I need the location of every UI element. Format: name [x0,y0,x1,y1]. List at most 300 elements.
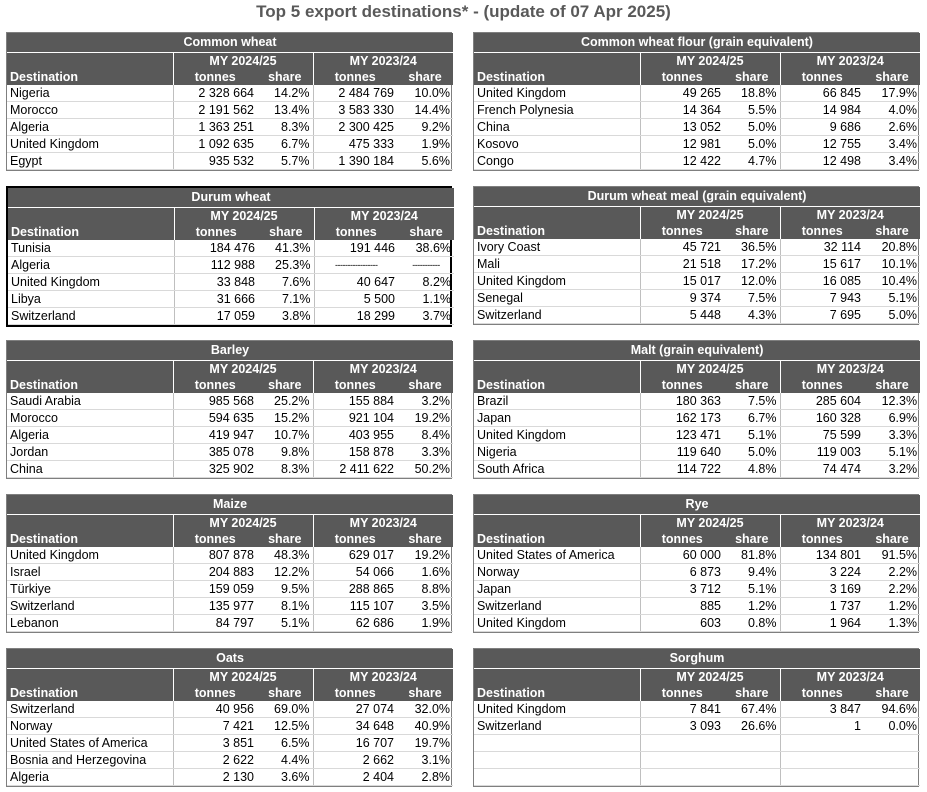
table-row [8,240,454,257]
tonnes-current-cell: 2 130 [173,769,257,786]
tonnes-previous-cell: 5 500 [314,291,398,308]
destination-cell: Switzerland [7,598,173,615]
destination-cell: Norway [7,718,173,735]
tonnes-previous-cell: 12 498 [780,153,864,170]
share-current-cell: 9.4% [724,564,780,581]
tonnes-header: tonnes [313,69,397,85]
tonnes-previous-cell: 191 446 [314,240,398,257]
blank-cell [7,361,173,378]
share-previous-cell: 50.2% [397,461,453,478]
table-row [474,444,920,461]
share-header: share [257,531,313,547]
share-previous-cell: 17.9% [864,85,920,102]
table-row [8,291,454,308]
tonnes-current-cell: 7 841 [640,701,724,718]
tonnes-current-cell: 385 078 [173,444,257,461]
panel-title: Common wheat [7,33,453,53]
tonnes-current-cell: 204 883 [173,564,257,581]
tonnes-current-cell: 45 721 [640,239,724,256]
table-row [474,307,920,324]
blank-cell [7,53,173,70]
share-current-cell: 81.8% [724,547,780,564]
destination-cell: United Kingdom [474,427,640,444]
share-header: share [397,377,453,393]
destination-cell: South Africa [474,461,640,478]
my-previous-header: MY 2023/24 [313,515,453,532]
tonnes-current-cell: 594 635 [173,410,257,427]
share-current-cell: 0.8% [724,615,780,632]
my-current-header: MY 2024/25 [173,53,313,70]
share-current-cell [724,769,780,786]
my-current-header: MY 2024/25 [173,669,313,686]
destination-cell: United Kingdom [7,547,173,564]
tonnes-header: tonnes [640,69,724,85]
share-current-cell: 48.3% [257,547,313,564]
tonnes-header: tonnes [313,531,397,547]
tonnes-previous-cell: 9 686 [780,119,864,136]
destination-header: Destination [474,69,640,85]
tonnes-header: tonnes [313,685,397,701]
tonnes-previous-cell: 119 003 [780,444,864,461]
share-previous-cell: 1.9% [397,615,453,632]
my-current-header: MY 2024/25 [640,53,780,70]
tonnes-previous-cell: 285 604 [780,393,864,410]
tonnes-previous-cell: 27 074 [313,701,397,718]
tonnes-current-cell: 31 666 [174,291,258,308]
share-current-cell: 7.5% [724,290,780,307]
share-current-cell: 7.1% [258,291,314,308]
share-current-cell: 25.2% [257,393,313,410]
destination-cell: China [474,119,640,136]
tonnes-header: tonnes [640,531,724,547]
tonnes-current-cell: 21 518 [640,256,724,273]
panel-common-wheat-flour-grain-equivalent [473,32,919,171]
panel-malt-grain-equivalent [473,340,919,479]
share-header: share [257,377,313,393]
destination-cell: Morocco [7,410,173,427]
tonnes-header: tonnes [640,685,724,701]
table-row [474,615,920,632]
my-previous-header: MY 2023/24 [780,515,920,532]
table-row [474,564,920,581]
share-previous-cell: 2.2% [864,564,920,581]
tonnes-previous-cell: 3 169 [780,581,864,598]
share-current-cell: 7.5% [724,393,780,410]
destination-header: Destination [7,531,173,547]
table-row [7,701,453,718]
destination-cell: Norway [474,564,640,581]
share-header: share [724,69,780,85]
tonnes-current-cell: 3 851 [173,735,257,752]
tonnes-current-cell [640,735,724,752]
destination-cell: United States of America [7,735,173,752]
my-current-header: MY 2024/25 [173,515,313,532]
tonnes-previous-cell: 1 390 184 [313,153,397,170]
tonnes-current-cell: 123 471 [640,427,724,444]
tonnes-previous-cell: 629 017 [313,547,397,564]
tonnes-previous-cell: 14 984 [780,102,864,119]
destination-cell: Egypt [7,153,173,170]
destination-cell: Libya [8,291,174,308]
tonnes-header: tonnes [640,223,724,239]
share-previous-cell: 3.4% [864,136,920,153]
table-row [474,461,920,478]
destination-cell: United Kingdom [7,136,173,153]
table-row [7,461,453,478]
tonnes-previous-cell: 54 066 [313,564,397,581]
destination-header: Destination [474,223,640,239]
table-row [7,752,453,769]
destination-cell: United Kingdom [474,273,640,290]
blank-cell [8,208,174,225]
share-header: share [398,224,454,240]
my-previous-header: MY 2023/24 [780,361,920,378]
table-common-wheat-flour-grain-equivalent [474,33,920,170]
my-current-header: MY 2024/25 [640,669,780,686]
tonnes-previous-cell: 32 114 [780,239,864,256]
share-previous-cell: 2.2% [864,581,920,598]
panel-title: Durum wheat meal (grain equivalent) [474,187,920,207]
share-current-cell: 41.3% [258,240,314,257]
panel-common-wheat [6,32,452,171]
destination-cell [474,752,640,769]
share-previous-cell [864,735,920,752]
share-current-cell: 8.3% [257,461,313,478]
share-header: share [397,685,453,701]
tonnes-previous-cell: 2 300 425 [313,119,397,136]
panel-barley [6,340,452,479]
tonnes-current-cell: 17 059 [174,308,258,325]
table-row [474,239,920,256]
tonnes-previous-cell: 403 955 [313,427,397,444]
table-row [474,153,920,170]
share-previous-cell: 8.2% [398,274,454,291]
destination-cell: Nigeria [474,444,640,461]
table-row [8,257,454,274]
tonnes-current-cell: 159 059 [173,581,257,598]
destination-header: Destination [474,531,640,547]
table-row [7,102,453,119]
tonnes-previous-cell: 158 878 [313,444,397,461]
tonnes-current-cell: 14 364 [640,102,724,119]
share-current-cell: 4.3% [724,307,780,324]
tonnes-previous-cell: 62 686 [313,615,397,632]
table-row [474,85,920,102]
tonnes-previous-cell: 18 299 [314,308,398,325]
share-current-cell: 17.2% [724,256,780,273]
table-sorghum [474,649,920,786]
tonnes-current-cell: 935 532 [173,153,257,170]
table-row [7,547,453,564]
share-previous-cell: 38.6% [398,240,454,257]
destination-cell: Nigeria [7,85,173,102]
destination-cell: United Kingdom [474,701,640,718]
panel-title: Barley [7,341,453,361]
share-current-cell: 8.1% [257,598,313,615]
tonnes-header: tonnes [780,223,864,239]
destination-cell: Brazil [474,393,640,410]
table-rye [474,495,920,632]
my-previous-header: MY 2023/24 [313,361,453,378]
share-previous-cell: 3.3% [397,444,453,461]
tonnes-previous-cell: 12 755 [780,136,864,153]
destination-cell: Switzerland [8,308,174,325]
share-previous-cell: 1.9% [397,136,453,153]
share-current-cell: 26.6% [724,718,780,735]
share-previous-cell: 1.1% [398,291,454,308]
share-current-cell: 6.7% [724,410,780,427]
panel-title: Common wheat flour (grain equivalent) [474,33,920,53]
tonnes-header: tonnes [640,377,724,393]
destination-cell: Algeria [7,119,173,136]
destination-cell: Morocco [7,102,173,119]
tonnes-previous-cell: 160 328 [780,410,864,427]
tonnes-header: tonnes [780,377,864,393]
share-previous-cell: 91.5% [864,547,920,564]
share-header: share [257,69,313,85]
share-previous-cell: 3.2% [397,393,453,410]
share-current-cell: 67.4% [724,701,780,718]
share-current-cell [724,752,780,769]
tonnes-previous-cell: 2 404 [313,769,397,786]
share-current-cell: 25.3% [258,257,314,274]
my-current-header: MY 2024/25 [173,361,313,378]
table-common-wheat [7,33,453,170]
panel-rye [473,494,919,633]
share-previous-cell: 1.2% [864,598,920,615]
share-previous-cell: 3.5% [397,598,453,615]
tonnes-current-cell: 13 052 [640,119,724,136]
tonnes-previous-cell: 134 801 [780,547,864,564]
share-previous-cell: 20.8% [864,239,920,256]
tonnes-previous-cell: 1 737 [780,598,864,615]
share-header: share [864,685,920,701]
share-previous-cell: 4.0% [864,102,920,119]
share-previous-cell [864,752,920,769]
tonnes-current-cell: 184 476 [174,240,258,257]
share-current-cell: 8.3% [257,119,313,136]
share-header: share [724,685,780,701]
tonnes-previous-cell: 115 107 [313,598,397,615]
destination-cell: Senegal [474,290,640,307]
tonnes-previous-cell: 66 845 [780,85,864,102]
share-previous-cell: 94.6% [864,701,920,718]
share-previous-cell: 19.2% [397,547,453,564]
share-previous-cell: 19.2% [397,410,453,427]
panel-title: Oats [7,649,453,669]
blank-cell [474,669,640,686]
share-previous-cell: 6.9% [864,410,920,427]
tonnes-current-cell: 49 265 [640,85,724,102]
tonnes-current-cell [640,752,724,769]
destination-header: Destination [8,224,174,240]
table-malt-grain-equivalent [474,341,920,478]
share-current-cell: 6.7% [257,136,313,153]
tonnes-current-cell: 985 568 [173,393,257,410]
destination-cell: Algeria [8,257,174,274]
table-row [474,547,920,564]
share-current-cell: 5.5% [724,102,780,119]
share-previous-cell: 14.4% [397,102,453,119]
panel-title: Sorghum [474,649,920,669]
table-row [474,701,920,718]
my-current-header: MY 2024/25 [640,361,780,378]
panel-oats [6,648,452,787]
destination-cell: Kosovo [474,136,640,153]
my-previous-header: MY 2023/24 [313,53,453,70]
share-previous-cell: 40.9% [397,718,453,735]
tonnes-current-cell: 2 328 664 [173,85,257,102]
panel-title: Rye [474,495,920,515]
tonnes-previous-cell: 3 583 330 [313,102,397,119]
destination-cell: Congo [474,153,640,170]
tonnes-previous-cell: 921 104 [313,410,397,427]
share-current-cell: 9.8% [257,444,313,461]
my-current-header: MY 2024/25 [174,208,314,225]
table-row [7,444,453,461]
tonnes-previous-cell: 3 224 [780,564,864,581]
share-previous-cell: 5.1% [864,290,920,307]
tonnes-previous-cell: ----------------- [314,257,398,274]
page-title: Top 5 export destinations* - (update of 07 Apr 2025) [256,2,671,21]
tonnes-current-cell: 3 712 [640,581,724,598]
tonnes-previous-cell: 2 411 622 [313,461,397,478]
share-header: share [724,223,780,239]
panel-sorghum [473,648,919,787]
share-current-cell: 3.8% [258,308,314,325]
share-current-cell: 13.4% [257,102,313,119]
share-previous-cell: 19.7% [397,735,453,752]
my-previous-header: MY 2023/24 [780,53,920,70]
table-durum-wheat-meal-grain-equivalent [474,187,920,324]
share-header: share [258,224,314,240]
destination-cell: Lebanon [7,615,173,632]
share-header: share [397,69,453,85]
share-previous-cell: 3.7% [398,308,454,325]
destination-cell: Algeria [7,427,173,444]
share-previous-cell: ----------- [398,257,454,274]
table-row [474,581,920,598]
share-header: share [864,69,920,85]
share-previous-cell: 2.6% [864,119,920,136]
share-previous-cell: 1.3% [864,615,920,632]
destination-header: Destination [7,377,173,393]
tonnes-current-cell: 112 988 [174,257,258,274]
destination-cell: Israel [7,564,173,581]
share-header: share [864,377,920,393]
share-current-cell: 5.0% [724,136,780,153]
blank-cell [474,207,640,224]
table-row [474,752,920,769]
table-row [7,615,453,632]
destination-cell: United Kingdom [8,274,174,291]
share-current-cell: 5.1% [724,581,780,598]
share-previous-cell: 8.8% [397,581,453,598]
blank-cell [474,515,640,532]
destination-cell: Switzerland [474,718,640,735]
destination-header: Destination [7,69,173,85]
share-current-cell: 9.5% [257,581,313,598]
tonnes-current-cell: 119 640 [640,444,724,461]
my-current-header: MY 2024/25 [640,207,780,224]
blank-cell [7,515,173,532]
tonnes-header: tonnes [173,531,257,547]
share-current-cell: 7.6% [258,274,314,291]
tonnes-current-cell: 33 848 [174,274,258,291]
table-row [474,102,920,119]
share-current-cell: 4.8% [724,461,780,478]
tonnes-current-cell: 807 878 [173,547,257,564]
panel-maize [6,494,452,633]
tonnes-header: tonnes [314,224,398,240]
tonnes-previous-cell: 7 695 [780,307,864,324]
destination-header: Destination [474,377,640,393]
tonnes-current-cell: 15 017 [640,273,724,290]
table-durum-wheat [8,188,454,325]
tonnes-previous-cell: 288 865 [313,581,397,598]
share-current-cell: 12.0% [724,273,780,290]
panel-durum-wheat [6,186,452,327]
tonnes-current-cell: 3 093 [640,718,724,735]
destination-cell: Switzerland [474,598,640,615]
tonnes-header: tonnes [313,377,397,393]
table-row [7,410,453,427]
tonnes-header: tonnes [174,224,258,240]
share-previous-cell: 3.1% [397,752,453,769]
table-row [7,136,453,153]
my-current-header: MY 2024/25 [640,515,780,532]
share-previous-cell: 10.4% [864,273,920,290]
share-previous-cell: 8.4% [397,427,453,444]
my-previous-header: MY 2023/24 [314,208,454,225]
blank-cell [474,361,640,378]
tonnes-current-cell: 2 191 562 [173,102,257,119]
table-row [474,393,920,410]
tonnes-current-cell: 60 000 [640,547,724,564]
table-row [474,410,920,427]
tonnes-current-cell: 84 797 [173,615,257,632]
share-current-cell: 69.0% [257,701,313,718]
tonnes-header: tonnes [173,377,257,393]
panel-title: Durum wheat [8,188,454,208]
share-previous-cell: 3.3% [864,427,920,444]
tonnes-current-cell: 6 873 [640,564,724,581]
tonnes-current-cell: 12 422 [640,153,724,170]
table-row [7,564,453,581]
destination-cell: Japan [474,581,640,598]
share-previous-cell: 10.0% [397,85,453,102]
table-row [7,427,453,444]
blank-cell [7,669,173,686]
share-previous-cell: 0.0% [864,718,920,735]
table-row [8,308,454,325]
tonnes-header: tonnes [173,69,257,85]
tonnes-current-cell: 135 977 [173,598,257,615]
table-row [474,598,920,615]
destination-cell: Bosnia and Herzegovina [7,752,173,769]
share-previous-cell: 3.4% [864,153,920,170]
share-current-cell [724,735,780,752]
tonnes-current-cell: 419 947 [173,427,257,444]
table-maize [7,495,453,632]
table-row [474,427,920,444]
tonnes-previous-cell: 16 707 [313,735,397,752]
tonnes-previous-cell: 74 474 [780,461,864,478]
tonnes-current-cell: 5 448 [640,307,724,324]
share-previous-cell: 3.2% [864,461,920,478]
share-previous-cell: 12.3% [864,393,920,410]
share-current-cell: 5.1% [257,615,313,632]
